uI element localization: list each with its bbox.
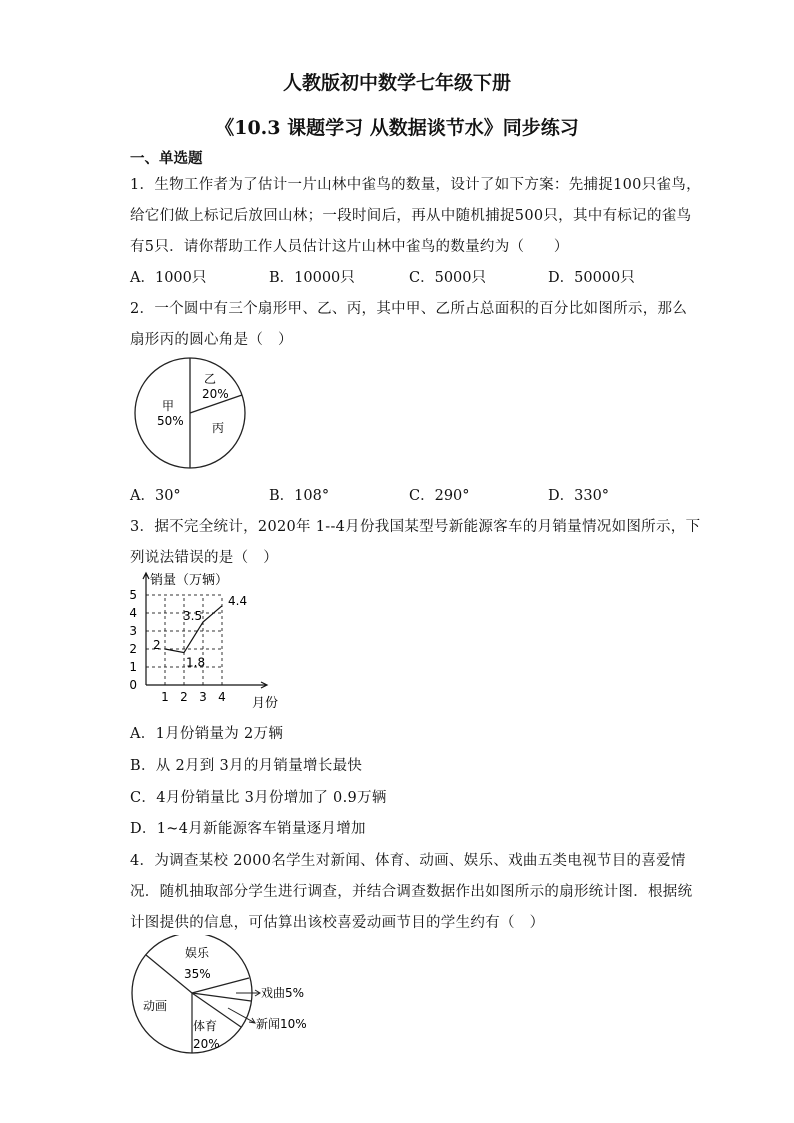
x-tick-label: 4 [218,690,226,704]
q4-pie-chart [128,935,328,1057]
x-tick-label: 3 [199,690,207,704]
y-tick-label: 4 [129,606,137,620]
q2-option-b: B．108° [269,488,330,504]
x-axis-title: 月份 [252,696,279,711]
q1-option-b: B．10000只 [269,270,355,286]
q4-pie-label-tiyu: 体育 [193,1019,218,1033]
y-tick-label: 1 [129,660,137,674]
q2-pie-label-bing: 丙 [212,421,225,435]
x-tick-label: 1 [161,690,169,704]
y-tick-label: 3 [129,624,137,638]
q4-pie-label-xinwen: 新闻10% [256,1017,307,1031]
x-tick-label: 2 [180,690,188,704]
q3-text-line2: 列说法错误的是（ ） [130,550,278,566]
q2-option-d: D．330° [548,488,610,504]
data-label: 4.4 [228,593,248,608]
y-tick-label: 2 [129,642,137,656]
y-tick-label: 0 [129,678,137,692]
q1-text-line1: 1．生物工作者为了估计一片山林中雀鸟的数量，设计了如下方案：先捕捉100只雀鸟， [130,177,701,193]
q1-option-c: C．5000只 [409,270,486,286]
q4-text-line3: 计图提供的信息，可估算出该校喜爱动画节目的学生约有（ ） [130,915,545,931]
q2-text-line2: 扇形丙的圆心角是（ ） [130,332,293,348]
q1-option-d: D．50000只 [548,270,635,286]
q2-pie-pct-jia: 50% [157,414,184,428]
q2-pie-label-jia: 甲 [162,399,175,413]
q1-option-a: A．1000只 [130,270,207,286]
q3-option-a: A．1月份销量为 2万辆 [130,726,284,742]
q1-text-line2: 给它们做上标记后放回山林；一段时间后，再从中随机捕捉500只，其中有标记的雀鸟 [130,208,692,224]
q4-text-line2: 况．随机抽取部分学生进行调查，并结合调查数据作出如图所示的扇形统计图．根据统 [130,884,693,900]
y-tick-label: 5 [129,588,137,602]
q2-option-c: C．290° [409,488,470,504]
q2-text-line1: 2．一个圆中有三个扇形甲、乙、丙，其中甲、乙所占总面积的百分比如图所示，那么 [130,301,688,317]
data-label: 2 [153,638,161,652]
q4-text-line1: 4．为调查某校 2000名学生对新闻、体育、动画、娱乐、戏曲五类电视节目的喜爱情 [130,853,686,869]
q3-text-line1: 3．据不完全统计，2020年 1--4月份我国某型号新能源客车的月销量情况如图所示，下 [130,519,701,535]
q3-line-chart [128,570,298,715]
page-subtitle: 《10.3 课题学习 从数据谈节水》同步练习 [215,117,579,139]
q2-pie-pct-yi: 20% [202,387,229,401]
q2-pie-chart [128,355,248,475]
y-axis-title: 销量（万辆） [150,573,229,588]
q2-option-a: A．30° [130,488,181,504]
data-label: 3.5 [183,609,203,623]
q4-pie-pct-tiyu: 20% [193,1037,220,1051]
section-heading: 一、单选题 [130,150,203,167]
q4-pie-label-donghua: 动画 [143,999,168,1013]
q3-option-b: B．从 2月到 3月的月销量增长最快 [130,758,363,774]
q4-pie-label-yule: 娱乐 [185,946,210,960]
q4-pie-label-xiqu: 戏曲5% [261,986,305,1000]
q1-text-line3: 有5只．请你帮助工作人员估计这片山林中雀鸟的数量约为（ ） [130,239,569,255]
q3-option-d: D．1~4月新能源客车销量逐月增加 [130,821,366,837]
q3-option-c: C．4月份销量比 3月份增加了 0.9万辆 [130,790,387,806]
page-title: 人教版初中数学七年级下册 [282,72,511,94]
data-label: 1.8 [186,655,206,670]
q2-pie-label-yi: 乙 [204,372,217,386]
q4-pie-pct-yule: 35% [184,967,211,981]
